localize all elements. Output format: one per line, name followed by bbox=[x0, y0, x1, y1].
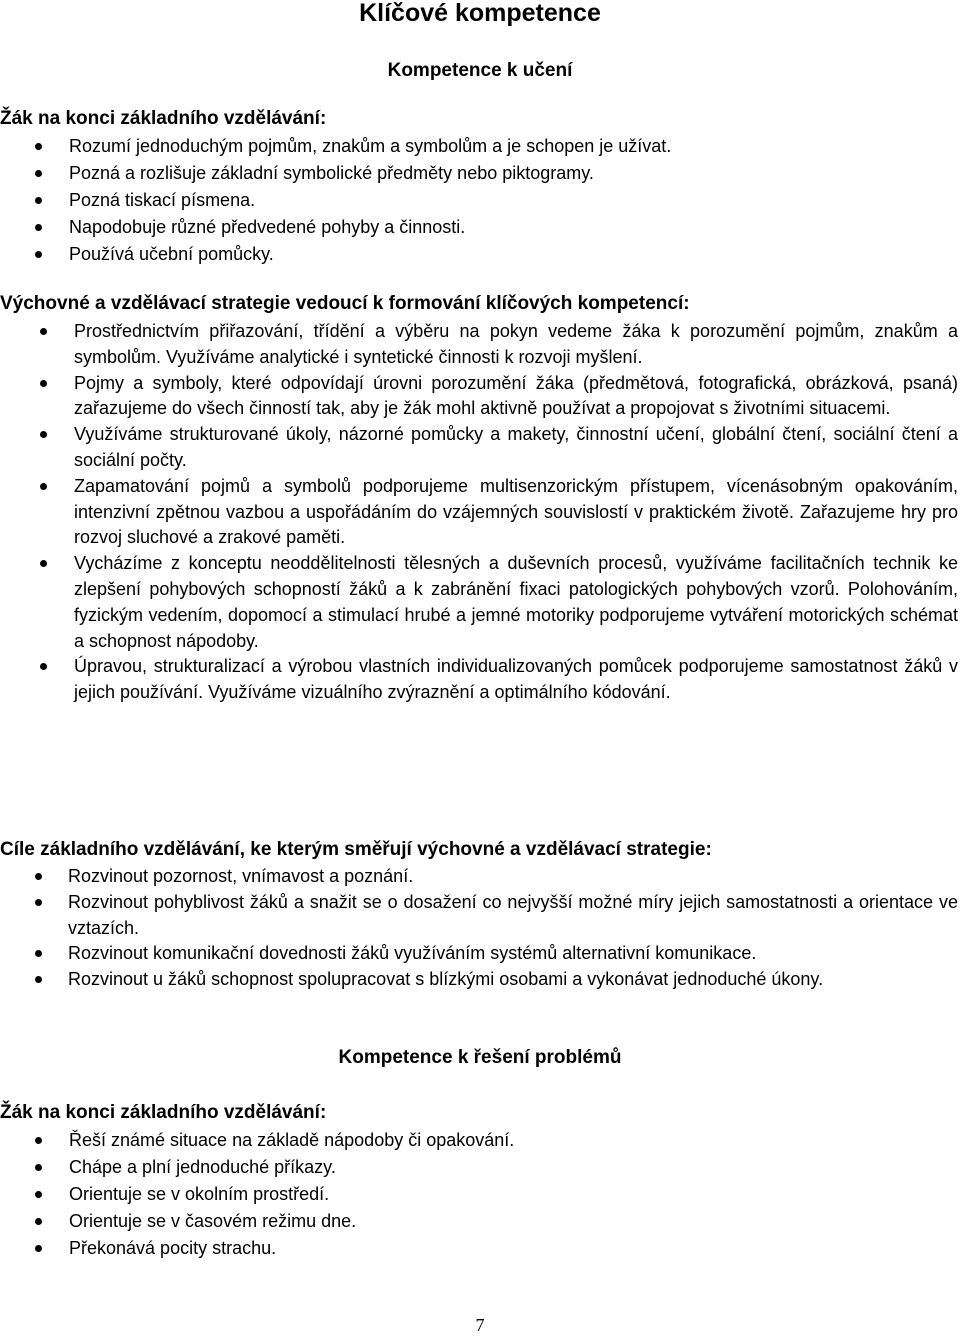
bullet-icon bbox=[40, 560, 47, 567]
list-item: Napodobuje různé předvedené pohyby a činnosti. bbox=[0, 214, 671, 241]
list-item: Rozvinout pozornost, vnímavost a poznání. bbox=[0, 864, 960, 890]
bullet-icon bbox=[35, 1218, 42, 1225]
page-title: Klíčové kompetence bbox=[359, 0, 601, 27]
bullet-icon bbox=[35, 251, 42, 258]
list-item: Úpravou, strukturalizací a výrobou vlastních individualizovaných pomůcek podporujeme samostatnost žáků v jejich používání. Využíváme vizuálního zvýraznění a optimálního kódování. bbox=[0, 654, 960, 706]
bullet-icon bbox=[35, 143, 42, 150]
bullet-icon bbox=[35, 1137, 42, 1144]
list-item: Využíváme strukturované úkoly, názorné pomůcky a makety, činnostní učení, globální čtení, sociální čtení a sociální počty. bbox=[0, 422, 960, 474]
bullet-icon bbox=[40, 431, 47, 438]
page-number: 7 bbox=[475, 1315, 485, 1335]
bullet-icon bbox=[35, 976, 42, 983]
bullet-icon bbox=[40, 380, 47, 387]
list-item: Rozvinout komunikační dovednosti žáků využíváním systémů alternativní komunikace. bbox=[0, 941, 960, 967]
bullet-icon bbox=[35, 950, 42, 957]
bullet-icon bbox=[35, 899, 42, 906]
list-item: Orientuje se v okolním prostředí. bbox=[0, 1181, 514, 1208]
bullet-icon bbox=[40, 328, 47, 335]
list-item: Pojmy a symboly, které odpovídají úrovni porozumění žáka (předmětová, fotografická, obrázková, psaná) zařazujeme do všech činností tak, aby je žák mohl aktivně používat a propojovat s životními situacemi. bbox=[0, 371, 960, 423]
bullet-icon bbox=[40, 483, 47, 490]
pupil-outcomes-list bbox=[0, 133, 671, 268]
list-item: Vycházíme z konceptu neoddělitelnosti tělesných a duševních procesů, využíváme facilitačních technik ke zlepšení pohybových schopností žáků a k zabránění fixaci patologických pohybových vzorů. Polohováním, fyzickým vedením, dopomocí a stimulací hrubé a jemné motoriky podporujeme vytváření motorických schémat a schopnost nápodoby. bbox=[0, 551, 960, 654]
list-item: Zapamatování pojmů a symbolů podporujeme multisenzorickým přístupem, vícenásobným opakováním, intenzivní zpětnou vazbou a uspořádáním do vzájemných souvislostí v praktickém životě. Zařazujeme hry pro rozvoj sluchové a zrakové paměti. bbox=[0, 474, 960, 551]
list-item: Pozná a rozlišuje základní symbolické předměty nebo piktogramy. bbox=[0, 160, 671, 187]
bullet-icon bbox=[35, 170, 42, 177]
list-item: Řeší známé situace na základě nápodoby či opakování. bbox=[0, 1127, 514, 1154]
strategy-heading: Výchovné a vzdělávací strategie vedoucí k formování klíčových kompetencí: bbox=[0, 293, 690, 314]
section-subtitle-problem-solving: Kompetence k řešení problémů bbox=[338, 1047, 622, 1068]
pupil-heading: Žák na konci základního vzdělávání: bbox=[0, 108, 327, 129]
strategy-list bbox=[0, 319, 960, 706]
section-subtitle-learning: Kompetence k učení bbox=[387, 60, 573, 81]
list-item: Orientuje se v časovém režimu dne. bbox=[0, 1208, 514, 1235]
bullet-icon bbox=[35, 197, 42, 204]
goals-heading: Cíle základního vzdělávání, ke kterým směřují výchovné a vzdělávací strategie: bbox=[0, 839, 712, 860]
pupil-heading: Žák na konci základního vzdělávání: bbox=[0, 1102, 327, 1123]
list-item: Rozvinout pohyblivost žáků a snažit se o dosažení co nejvyšší možné míry jejich samostatnosti a orientace ve vztazích. bbox=[0, 890, 960, 942]
bullet-icon bbox=[40, 663, 47, 670]
bullet-icon bbox=[35, 224, 42, 231]
pupil-outcomes-list bbox=[0, 1127, 514, 1262]
bullet-icon bbox=[35, 873, 42, 880]
list-item: Rozumí jednoduchým pojmům, znakům a symbolům a je schopen je užívat. bbox=[0, 133, 671, 160]
goals-list bbox=[0, 864, 960, 993]
list-item: Používá učební pomůcky. bbox=[0, 241, 671, 268]
bullet-icon bbox=[35, 1245, 42, 1252]
list-item: Rozvinout u žáků schopnost spolupracovat s blízkými osobami a vykonávat jednoduché úkony. bbox=[0, 967, 960, 993]
list-item: Prostřednictvím přiřazování, třídění a výběru na pokyn vedeme žáka k porozumění pojmům, znakům a symbolům. Využíváme analytické i syntetické činnosti k rozvoji myšlení. bbox=[0, 319, 960, 371]
bullet-icon bbox=[35, 1164, 42, 1171]
list-item: Pozná tiskací písmena. bbox=[0, 187, 671, 214]
bullet-icon bbox=[35, 1191, 42, 1198]
list-item: Překonává pocity strachu. bbox=[0, 1235, 514, 1262]
list-item: Chápe a plní jednoduché příkazy. bbox=[0, 1154, 514, 1181]
